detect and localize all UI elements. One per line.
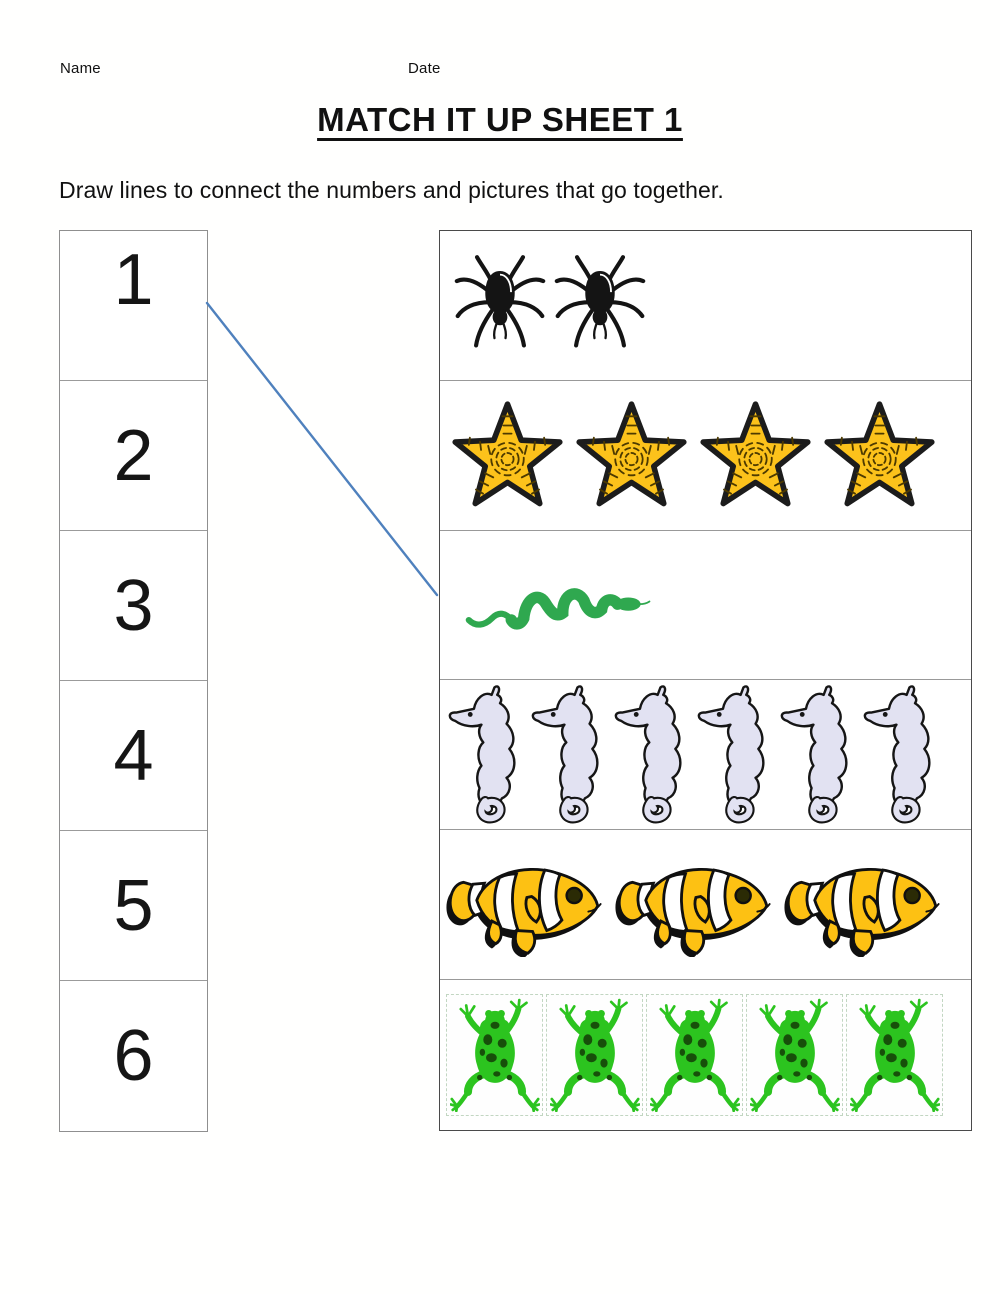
starfish-icon	[818, 396, 941, 514]
clownfish-icon	[443, 853, 607, 957]
number-cell-5[interactable]: 5	[60, 831, 207, 981]
name-label: Name	[60, 60, 101, 77]
numbers-column	[59, 230, 208, 1132]
page-title: MATCH IT UP SHEET 1	[317, 101, 683, 138]
frog-tile	[846, 994, 943, 1116]
picture-row-starfish[interactable]	[440, 381, 971, 531]
seahorse-icon	[529, 681, 611, 828]
clownfish-icon	[781, 853, 945, 957]
snake-icon	[454, 574, 659, 636]
seahorse-icon	[446, 681, 528, 828]
frog-icon	[550, 998, 640, 1112]
frog-tile	[646, 994, 743, 1116]
clownfish-icon	[612, 853, 776, 957]
number-cell-1[interactable]: 1	[60, 231, 207, 381]
starfish-icon	[570, 396, 693, 514]
picture-row-spiders[interactable]	[440, 231, 971, 381]
starfish-icon	[694, 396, 817, 514]
pictures-column	[439, 230, 972, 1131]
frog-icon	[850, 998, 940, 1112]
picture-row-clownfish[interactable]	[440, 830, 971, 980]
frog-icon	[450, 998, 540, 1112]
number-cell-3[interactable]: 3	[60, 531, 207, 681]
starfish-icon	[446, 396, 569, 514]
frog-tile	[746, 994, 843, 1116]
picture-row-frogs[interactable]	[440, 980, 971, 1130]
number-cell-6[interactable]: 6	[113, 1016, 154, 1096]
seahorse-icon	[612, 681, 694, 828]
frog-icon	[650, 998, 740, 1112]
frog-tile	[446, 994, 543, 1116]
example-connection-line	[207, 303, 437, 595]
date-label: Date	[408, 60, 441, 77]
frog-tile	[546, 994, 643, 1116]
picture-row-seahorses[interactable]	[440, 680, 971, 830]
instructions-text: Draw lines to connect the numbers and pictures that go together.	[59, 177, 724, 203]
frog-icon	[750, 998, 840, 1112]
picture-row-snake[interactable]	[440, 531, 971, 681]
spider-icon	[454, 254, 546, 356]
spider-icon	[554, 254, 646, 356]
seahorse-icon	[778, 681, 860, 828]
number-cell-4[interactable]: 4	[60, 681, 207, 831]
seahorse-icon	[695, 681, 777, 828]
seahorse-icon	[861, 681, 943, 828]
number-cell-2[interactable]: 2	[60, 381, 207, 531]
